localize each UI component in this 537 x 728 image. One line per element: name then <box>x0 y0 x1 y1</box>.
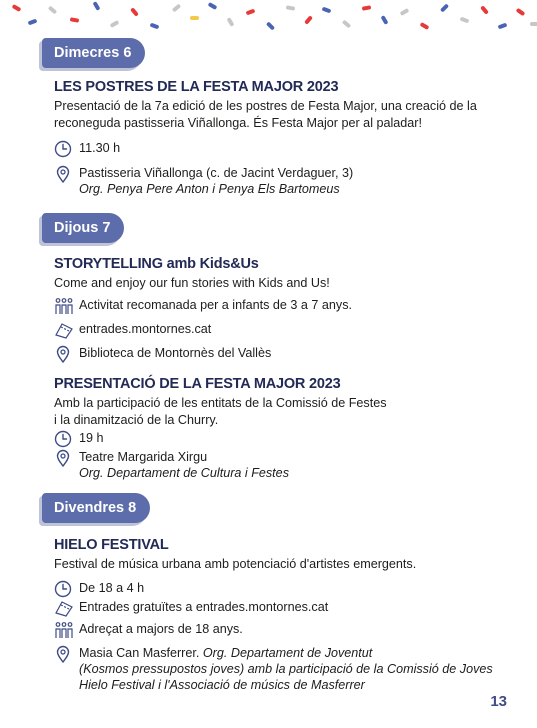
people-icon <box>54 297 76 315</box>
clock-icon <box>54 580 76 598</box>
event-title: STORYTELLING amb Kids&Us <box>54 256 259 272</box>
event-time: De 18 a 4 h <box>79 581 145 595</box>
event-tickets-row <box>54 599 328 617</box>
day-label: Dimecres 6 <box>54 45 132 61</box>
location-pin-icon <box>54 345 76 363</box>
confetti-piece <box>12 4 22 12</box>
day-label: Divendres 8 <box>54 500 137 516</box>
confetti-piece <box>304 15 313 24</box>
event-description-line: i la dinamització de la Churry. <box>54 413 219 427</box>
confetti-piece <box>227 17 235 27</box>
confetti-piece <box>48 6 57 15</box>
event-audience-row <box>54 297 352 315</box>
confetti-piece <box>286 5 296 11</box>
confetti-piece <box>150 23 160 30</box>
event-organizer: (Kosmos pressupostos joves) amb la participació de la Comissió de Joves <box>79 662 493 676</box>
confetti-piece <box>190 16 199 20</box>
confetti-piece <box>342 20 351 29</box>
ticket-icon <box>54 599 76 617</box>
event-description-line: Amb la participació de les entitats de la Comissió de Festes <box>54 396 387 410</box>
confetti-piece <box>130 7 139 16</box>
location-pin-icon <box>54 645 76 663</box>
event-description: Come and enjoy our fun stories with Kids and Us! <box>54 276 330 290</box>
event-tickets[interactable]: Entrades gratuïtes a entrades.montornes.cat <box>79 600 329 614</box>
page-number: 13 <box>490 693 507 710</box>
event-organizer: Org. Departament de Joventut <box>202 646 373 660</box>
confetti-piece <box>480 5 489 14</box>
confetti-piece <box>440 3 449 12</box>
event-place: Biblioteca de Montornès del Vallès <box>79 346 272 360</box>
event-description <box>54 395 494 429</box>
day-header-dimecres <box>42 38 145 68</box>
event-place: Masia Can Masferrer. <box>79 646 200 660</box>
event-title: LES POSTRES DE LA FESTA MAJOR 2023 <box>54 79 339 95</box>
event-tickets[interactable]: entrades.montornes.cat <box>79 322 212 336</box>
event-audience-row <box>54 621 243 639</box>
event-organizer: Org. Penya Pere Anton i Penya Els Bartomeus <box>79 182 340 196</box>
confetti-piece <box>322 7 332 14</box>
confetti-piece <box>420 22 430 30</box>
event-place-row <box>54 165 353 197</box>
event-description: Festival de música urbana amb potenciació d'artistes emergents. <box>54 557 417 571</box>
event-audience: Activitat recomanada per a infants de 3 a 7 anys. <box>79 298 353 312</box>
confetti-piece <box>460 17 470 24</box>
confetti-piece <box>208 2 218 10</box>
confetti-decoration <box>0 0 537 34</box>
event-title: PRESENTACIÓ DE LA FESTA MAJOR 2023 <box>54 376 341 392</box>
event-place-row <box>54 645 493 693</box>
event-title: HIELO FESTIVAL <box>54 537 169 553</box>
confetti-piece <box>246 9 256 16</box>
confetti-piece <box>93 1 101 11</box>
location-pin-icon <box>54 165 76 183</box>
confetti-piece <box>266 21 275 30</box>
location-pin-icon <box>54 449 76 467</box>
clock-icon <box>54 430 76 448</box>
event-place-row <box>54 345 271 363</box>
event-organizer: Org. Departament de Cultura i Festes <box>79 466 289 480</box>
confetti-piece <box>530 22 537 26</box>
confetti-piece <box>172 4 181 13</box>
people-icon <box>54 621 76 639</box>
event-time-row <box>54 430 104 448</box>
confetti-piece <box>70 17 80 23</box>
event-place-row <box>54 449 289 481</box>
ticket-icon <box>54 321 76 339</box>
confetti-piece <box>362 5 372 11</box>
day-header-divendres <box>42 493 150 523</box>
confetti-piece <box>28 19 38 26</box>
event-time: 19 h <box>79 431 104 445</box>
event-place: Pastisseria Viñallonga (c. de Jacint Verdaguer, 3) <box>79 166 354 180</box>
confetti-piece <box>498 23 508 30</box>
event-time: 11.30 h <box>79 141 121 155</box>
event-time-row <box>54 140 120 158</box>
confetti-piece <box>400 8 410 16</box>
event-audience: Adreçat a majors de 18 anys. <box>79 622 243 636</box>
event-organizer: Hielo Festival i l'Associació de músics de Masferrer <box>79 678 365 692</box>
event-description: Presentació de la 7a edició de les postres de Festa Major, una creació de la reconeguda pastisseria Viñallonga. És Festa Major per al paladar! <box>54 99 477 130</box>
confetti-piece <box>381 15 389 25</box>
event-tickets-row <box>54 321 211 339</box>
clock-icon <box>54 140 76 158</box>
confetti-piece <box>110 20 120 28</box>
day-label: Dijous 7 <box>54 220 111 236</box>
day-header-dijous <box>42 213 124 243</box>
event-time-row <box>54 580 144 598</box>
event-place: Teatre Margarida Xirgu <box>79 450 208 464</box>
confetti-piece <box>516 8 526 16</box>
